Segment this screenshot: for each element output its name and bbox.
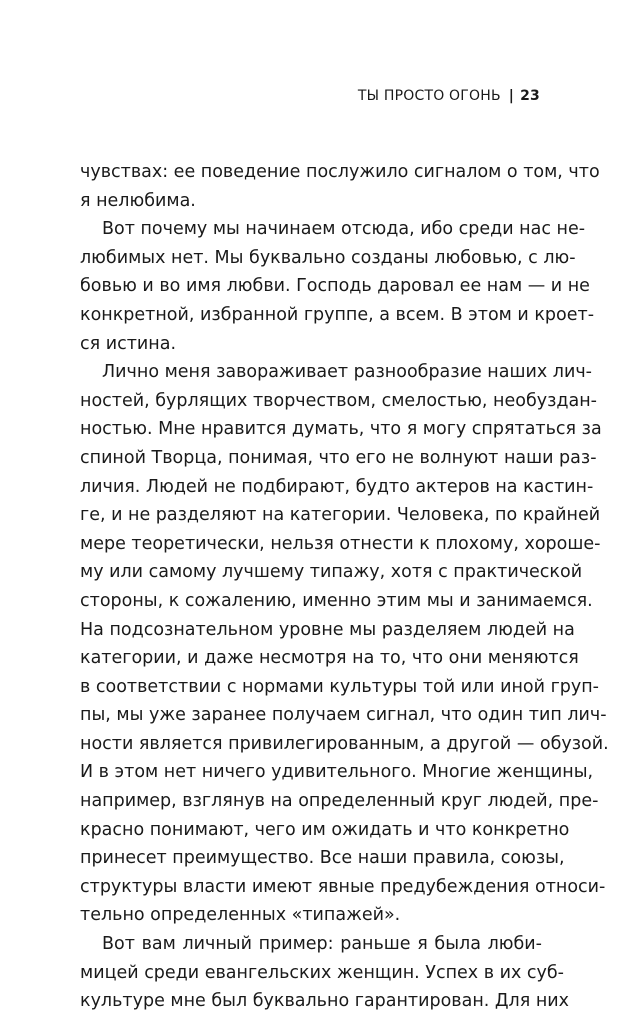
text-line: мицей среди евангельских женщин. Успех в их суб- <box>80 962 564 983</box>
text-line: На подсознательном уровне мы разделяем людей на <box>80 619 575 640</box>
text-line: Вот вам личный пример: раньше я была люби- <box>102 934 542 955</box>
text-line: чувствах: ее поведение послужило сигналом о том, что <box>80 162 600 182</box>
text-line: спиной Творца, понимая, что его не волнуют наши раз- <box>80 447 597 468</box>
text-line: ности является привилегированным, а другой — обузой. <box>80 733 609 754</box>
header-separator: | <box>508 88 515 104</box>
text-line: И в этом нет ничего удивительного. Многие женщины, <box>80 762 594 783</box>
text-line: мере теоретически, нельзя отнести к плохому, хороше- <box>80 533 601 554</box>
text-line: ностей, бурлящих творчеством, смелостью, необуздан- <box>80 390 597 411</box>
text-line: ностью. Мне нравится думать, что я могу спрятаться за <box>80 419 602 440</box>
text-line: личия. Людей не подбирают, будто актеров на кастин- <box>80 476 594 497</box>
body-text <box>80 158 609 1016</box>
running-header <box>358 88 540 104</box>
page-number: 23 <box>520 88 540 104</box>
text-line: красно понимают, чего им ожидать и что конкретно <box>80 819 570 840</box>
text-line: я нелюбима. <box>80 190 196 211</box>
text-line: Лично меня завораживает разнообразие наших лич- <box>102 362 592 383</box>
text-line: тельно определенных «типажей». <box>80 905 401 926</box>
text-line: категории, и даже несмотря на то, что они меняются <box>80 648 579 669</box>
text-line: ся истина. <box>80 333 177 354</box>
text-line: му или самому лучшему типажу, хотя с практической <box>80 562 583 583</box>
text-line: принесет преимущество. Все наши правила, союзы, <box>80 848 565 869</box>
text-line: культуре мне был буквально гарантирован. Для них <box>80 991 570 1012</box>
text-line: в соответствии с нормами культуры той или иной груп- <box>80 676 599 697</box>
text-line: пы, мы уже заранее получаем сигнал, что один тип лич- <box>80 705 607 726</box>
book-title: ТЫ ПРОСТО ОГОНЬ <box>357 88 501 104</box>
text-line: любимых нет. Мы буквально созданы любовью, с лю- <box>80 247 576 268</box>
text-line: ге, и не разделяют на категории. Человека, по крайней <box>80 505 601 526</box>
text-line: бовью и во имя любви. Господь даровал ее нам — и не <box>80 276 590 297</box>
text-line: Вот почему мы начинаем отсюда, ибо среди нас не- <box>102 219 586 240</box>
text-line: стороны, к сожалению, именно этим мы и занимаемся. <box>80 590 593 611</box>
text-line: например, взглянув на определенный круг людей, пре- <box>80 791 599 812</box>
text-line: структуры власти имеют явные предубеждения относи- <box>80 876 606 897</box>
text-line: конкретной, избранной группе, а всем. В этом и кроет- <box>80 304 595 325</box>
